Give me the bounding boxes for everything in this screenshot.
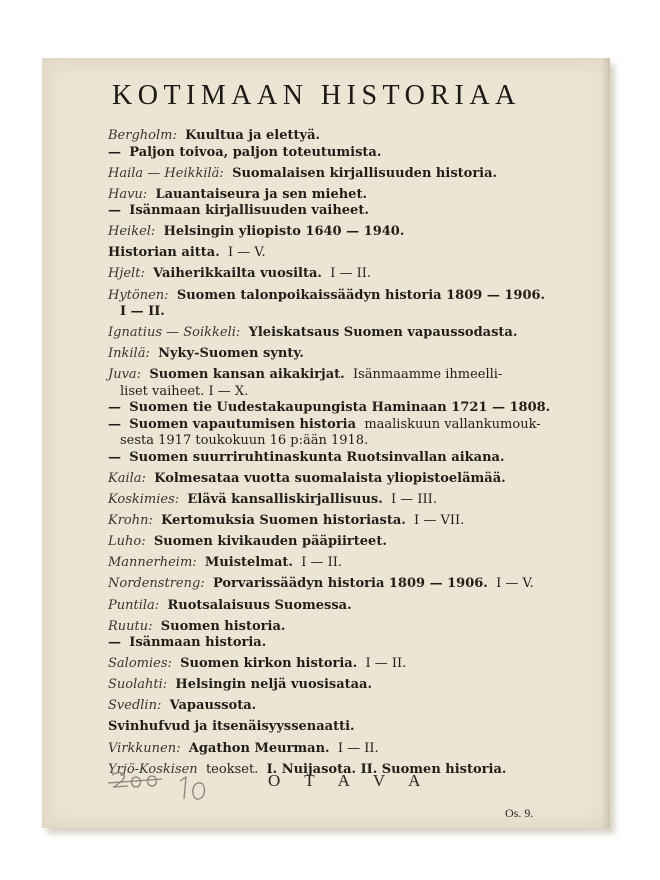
work-title: Vapaussota. bbox=[169, 698, 257, 714]
work-title: Suomen kirkon historia. bbox=[180, 656, 358, 672]
author-name: Haila — Heikkilä: bbox=[108, 165, 224, 181]
work-title: Vaiherikkailta vuosilta. bbox=[153, 266, 322, 282]
work-title: Suomen suurriruhtinaskunta Ruotsinvallan aikana. bbox=[129, 449, 505, 465]
list-item-line bbox=[108, 224, 548, 241]
list-item-line bbox=[108, 534, 548, 551]
list-item-line bbox=[108, 471, 548, 488]
list-item-line bbox=[108, 128, 548, 145]
author-name: Suolahti: bbox=[108, 677, 168, 693]
list-item bbox=[108, 245, 548, 262]
list-item-line bbox=[108, 741, 548, 758]
dash-mark: — bbox=[108, 449, 121, 465]
list-item bbox=[108, 534, 548, 551]
list-item bbox=[108, 598, 548, 615]
volume-text: sesta 1917 toukokuun 16 p:ään 1918. bbox=[120, 433, 369, 449]
volume-text: I — V. bbox=[228, 245, 266, 261]
list-item bbox=[108, 698, 548, 715]
volume-text: Isänmaamme ihmeelli- bbox=[352, 367, 503, 383]
work-title: Kertomuksia Suomen historiasta. bbox=[161, 513, 406, 529]
author-name: Ignatius — Soikkeli: bbox=[108, 325, 241, 341]
work-title: I. Nuijasota. II. Suomen historia. bbox=[266, 761, 507, 777]
page-title: KOTIMAAN HISTORIAA bbox=[112, 80, 521, 111]
author-name: Koskimies: bbox=[108, 492, 180, 508]
list-item-line bbox=[108, 288, 548, 305]
author-name: Hjelt: bbox=[108, 266, 145, 282]
pencil-price-marking bbox=[106, 763, 216, 811]
work-title: Suomalaisen kirjallisuuden historia. bbox=[232, 165, 498, 181]
book-list bbox=[108, 128, 551, 783]
author-name: Inkilä: bbox=[108, 346, 150, 362]
author-name: Krohn: bbox=[108, 513, 153, 529]
list-item bbox=[108, 656, 548, 673]
author-name: Nordenstreng: bbox=[108, 576, 205, 592]
book-back-cover bbox=[42, 58, 610, 828]
list-item-line bbox=[108, 576, 548, 593]
work-title: Kuultua ja elettyä. bbox=[185, 128, 321, 143]
list-item-line bbox=[108, 450, 548, 467]
volume-text: I — II. bbox=[337, 740, 379, 756]
list-item bbox=[108, 576, 548, 593]
dash-mark: — bbox=[108, 635, 121, 651]
work-title: Kolmesataa vuotta suomalaista yliopistoelämää. bbox=[154, 470, 506, 486]
volume-text: I — VII. bbox=[414, 513, 465, 529]
author-name: Svedlin: bbox=[108, 698, 162, 714]
list-item-line bbox=[108, 187, 548, 204]
list-item-line bbox=[108, 304, 548, 321]
work-title: Muistelmat. bbox=[204, 555, 293, 571]
list-item-line bbox=[108, 619, 548, 636]
work-title: Isänmaan historia. bbox=[129, 635, 267, 651]
list-item bbox=[108, 619, 548, 652]
list-item bbox=[108, 555, 548, 572]
list-item bbox=[108, 346, 548, 363]
work-title: Porvarissäädyn historia 1809 — 1906. bbox=[212, 576, 488, 592]
work-title: Isänmaan kirjallisuuden vaiheet. bbox=[129, 203, 369, 219]
work-title: Yleiskatsaus Suomen vapaussodasta. bbox=[248, 325, 518, 341]
list-item bbox=[108, 719, 548, 736]
work-title: Svinhufvud ja itsenäisyyssenaatti. bbox=[108, 719, 355, 735]
author-name: Virkkunen: bbox=[108, 740, 181, 756]
list-item-line bbox=[108, 400, 551, 417]
list-item-line bbox=[108, 698, 548, 715]
work-title: Helsingin yliopisto 1640 — 1940. bbox=[163, 224, 405, 240]
list-item-line bbox=[108, 367, 548, 384]
author-name: Hytönen: bbox=[108, 287, 169, 303]
author-name: Yrjö-Koskisen bbox=[108, 761, 198, 777]
author-name: Ruutu: bbox=[108, 618, 153, 634]
work-title: Suomen tie Uudestakaupungista Haminaan 1721 — 1808. bbox=[129, 400, 551, 416]
work-title: Suomen talonpoikaissäädyn historia 1809 — 1906. bbox=[176, 287, 546, 303]
publisher-name: O T A V A bbox=[268, 771, 431, 790]
list-item-line bbox=[108, 433, 548, 450]
list-item-line bbox=[108, 635, 548, 652]
list-item-line bbox=[108, 492, 548, 509]
author-name: Puntila: bbox=[108, 597, 160, 613]
list-item bbox=[108, 741, 548, 758]
list-item bbox=[108, 224, 548, 241]
work-title: Lauantaiseura ja sen miehet. bbox=[155, 186, 367, 202]
dash-mark: — bbox=[108, 400, 121, 416]
list-item-line bbox=[108, 656, 548, 673]
work-title: Agathon Meurman. bbox=[188, 740, 330, 756]
list-item bbox=[108, 513, 548, 530]
work-title: Helsingin neljä vuosisataa. bbox=[175, 677, 372, 693]
list-item bbox=[108, 266, 548, 283]
work-title: Paljon toivoa, paljon toteutumista. bbox=[129, 144, 382, 160]
list-item-line bbox=[108, 384, 548, 401]
list-item bbox=[108, 492, 548, 509]
volume-text: I — V. bbox=[496, 576, 534, 592]
list-item-line bbox=[108, 145, 548, 162]
list-item-line bbox=[108, 677, 548, 694]
list-item-line bbox=[108, 555, 548, 572]
author-name: Luho: bbox=[108, 534, 146, 550]
list-item-line bbox=[108, 245, 548, 262]
list-item-line bbox=[108, 513, 548, 530]
list-item-line bbox=[108, 719, 548, 736]
catalog-code: Os. 9. bbox=[505, 806, 534, 820]
list-item bbox=[108, 187, 548, 220]
list-item-line bbox=[108, 203, 548, 220]
dash-mark: — bbox=[108, 416, 121, 432]
list-item bbox=[108, 325, 548, 342]
volume-text: liset vaiheet. I — X. bbox=[120, 383, 249, 399]
work-title: Elävä kansalliskirjallisuus. bbox=[187, 492, 383, 508]
volume-text: I — II. bbox=[365, 656, 407, 672]
list-item-line bbox=[108, 266, 548, 283]
work-title: Suomen kivikauden pääpiirteet. bbox=[153, 534, 387, 550]
volume-text: I — II. bbox=[330, 266, 372, 282]
list-item-line bbox=[108, 166, 548, 183]
note-text: teokset. bbox=[205, 761, 259, 777]
volume-text: I — III. bbox=[391, 492, 437, 508]
volume-text: maaliskuun vallankumouk- bbox=[364, 416, 541, 432]
author-name: Bergholm: bbox=[108, 128, 177, 143]
list-item-line bbox=[108, 325, 548, 342]
list-item-line bbox=[108, 598, 548, 615]
list-item-line bbox=[108, 417, 548, 434]
author-name: Salomies: bbox=[108, 656, 172, 672]
list-item bbox=[108, 677, 548, 694]
author-name: Havu: bbox=[108, 186, 148, 202]
author-name: Mannerheim: bbox=[108, 555, 197, 571]
author-name: Juva: bbox=[108, 367, 142, 383]
list-item bbox=[108, 288, 548, 321]
work-title: Historian aitta. bbox=[108, 245, 220, 261]
dash-mark: — bbox=[108, 144, 121, 160]
author-name: Heikel: bbox=[108, 224, 156, 240]
work-title: Suomen kansan aikakirjat. bbox=[149, 367, 345, 383]
dash-mark: — bbox=[108, 203, 121, 219]
work-title: Nyky-Suomen synty. bbox=[158, 346, 304, 362]
work-title: Ruotsalaisuus Suomessa. bbox=[167, 597, 352, 613]
list-item bbox=[108, 471, 548, 488]
list-item bbox=[108, 166, 548, 183]
list-item bbox=[108, 128, 548, 161]
list-item-line bbox=[108, 346, 548, 363]
list-item bbox=[108, 367, 551, 466]
work-title: Suomen historia. bbox=[160, 618, 286, 634]
volume-text: I — II. bbox=[301, 555, 343, 571]
work-title: I — II. bbox=[120, 304, 165, 320]
author-name: Kaila: bbox=[108, 470, 146, 486]
work-title: Suomen vapautumisen historia bbox=[129, 416, 357, 432]
